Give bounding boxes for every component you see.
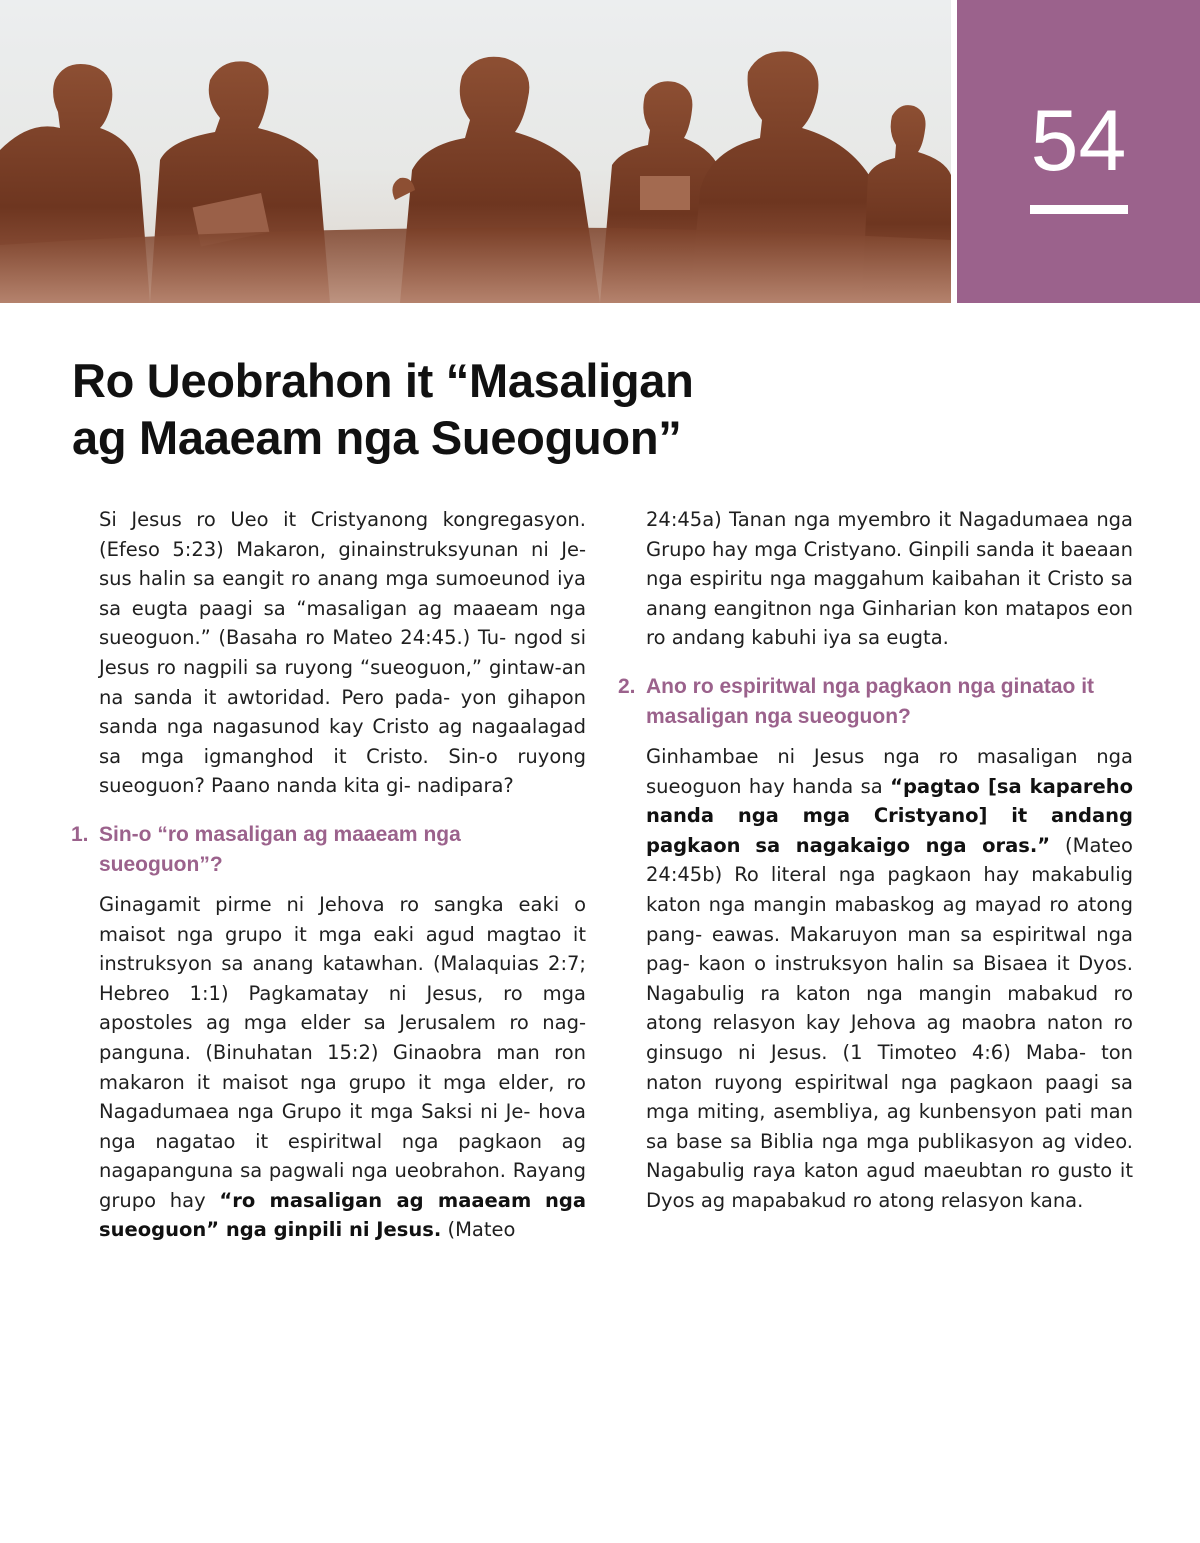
section-2-line: man sa base sa Biblia nga mga publikasyon ag: [646, 1100, 1133, 1153]
section-2-line: kaon o instruksyon halin sa Bisaea it Dyos.: [698, 952, 1134, 976]
section-1-paragraph-continued: [646, 505, 1133, 653]
title-line-2: ag Maaeam nga Sueoguon”: [72, 411, 682, 464]
section-2-heading-line: Ano ro espiritwal nga pagkaon nga ginatao it: [646, 674, 1095, 698]
lesson-number-rule: [1030, 205, 1128, 214]
intro-line: iya sa eugta paagi sa “masaligan ag maaeam: [99, 567, 586, 620]
section-2-line: Ginhambae ni Jesus nga ro masaligan nga: [646, 744, 1133, 768]
intro-line: ag nagaalagad sa mga igmanghod it Cristo.: [99, 715, 587, 768]
intro-line: nga sueoguon.” (Basaha ro Mateo 24:45.) Tu-: [99, 596, 587, 650]
section-1-line: apostoles ag mga elder sa Jerusalem ro nag-: [99, 1011, 586, 1035]
section-2-line: sueoguon hay handa sa: [646, 774, 891, 798]
intro-line: sus halin sa eangit ro anang mga sumoeunod: [99, 567, 551, 591]
intro-line: (Efeso 5:23) Makaron, ginainstruksyunan ni Je-: [99, 537, 586, 561]
section-2-number: 2.: [618, 674, 636, 698]
section-2-emphasis: nanda nga mga Cristyano] it andang pagkaon: [646, 804, 1133, 857]
section-1-line: matapos eon ro andang kabuhi iya sa eugta.: [646, 596, 1134, 650]
column-left: [71, 505, 587, 1245]
intro-line: Si Jesus ro Ueo it Cristyanong kongregasyon.: [99, 508, 586, 531]
intro-line: gintaw-an na sanda it awtoridad. Pero pada-: [99, 655, 587, 709]
intro-line: Sin-o ruyong sueoguon? Paano nanda kita gi-: [99, 744, 587, 798]
lesson-number-box: [957, 0, 1200, 303]
section-1-line: ag nagapanguna sa pagwali nga ueobrahon.: [99, 1129, 586, 1183]
page-title: [72, 352, 832, 466]
section-2-heading: [618, 672, 1133, 732]
section-1-line: 2:7; Hebreo 1:1) Pagkamatay ni Jesus, ro mga: [99, 952, 586, 1005]
section-2-line: video. Nagabulig raya katon agud maeubtan ro: [646, 1129, 1133, 1183]
section-2-line: eawas. Makaruyon man sa espiritwal nga pag-: [646, 922, 1133, 976]
intro-line: ngod si Jesus ro nagpili sa ruyong “sueoguon,”: [99, 626, 586, 679]
section-2-line: ro ginsugo ni Jesus. (1 Timoteo 4:6) Maba-: [646, 1011, 1133, 1064]
section-2-emphasis: “pagtao [sa kapareho: [890, 774, 1134, 798]
intro-paragraph: [99, 505, 586, 801]
section-1-emphasis: nga sueoguon” nga ginpili ni Jesus.: [99, 1188, 587, 1242]
section-1-heading: [71, 820, 586, 880]
section-1-heading-line: sueoguon”?: [99, 852, 223, 876]
section-2-line: gusto it Dyos ag mapabakud ro atong relasyon: [646, 1159, 1133, 1212]
section-2-line: mangin mabaskog ag mayad ro atong pang-: [646, 892, 1133, 946]
section-1-line: nga Grupo hay mga Cristyano. Ginpili sanda it: [646, 508, 1133, 561]
section-1-heading-line: Sin-o “ro masaligan ag maaeam nga: [99, 822, 461, 846]
section-1-number: 1.: [71, 822, 89, 846]
section-1-emphasis: “ro masaligan ag maaeam: [219, 1188, 532, 1212]
column-right: [618, 505, 1134, 1215]
section-2-line: literal nga pagkaon hay makabulig katon nga: [646, 863, 1134, 916]
section-2-line: Nagabulig ra katon nga mangin mabakud ro: [646, 981, 1133, 1005]
section-1-line: panguna. (Binuhatan 15:2) Ginaobra man ron: [99, 1040, 586, 1064]
section-2-heading-line: masaligan nga sueoguon?: [646, 704, 911, 728]
section-2-line: sa mga miting, asembliya, ag kunbensyon pati: [646, 1070, 1133, 1124]
section-1-line: Rayang grupo hay: [99, 1159, 587, 1212]
section-1-line: hova nga nagatao it espiritwal nga pagkaon: [99, 1100, 586, 1153]
section-1-line: makaron it maisot nga grupo it mga elder, ro: [99, 1070, 586, 1094]
section-2-paragraph: [646, 742, 1133, 1216]
section-1-line: Nagadumaea nga Grupo it mga Saksi ni Je-: [99, 1100, 531, 1124]
intro-line: nadipara?: [417, 774, 514, 798]
section-1-paragraph: [99, 890, 586, 1245]
section-2-line: atong relasyon kay Jehova ag maobra naton: [646, 1011, 1104, 1035]
section-1-line: maisot nga grupo it mga eaki agud magtao: [99, 922, 562, 946]
section-1-line: 24:45a) Tanan nga myembro it Nagadumaea: [646, 508, 1090, 531]
section-2-line: kana.: [1029, 1188, 1084, 1212]
section-2-line: ton naton ruyong espiritwal nga pagkaon paagi: [646, 1040, 1133, 1094]
section-1-line: baeaan nga espiritu nga maggahum kaibahan it: [646, 537, 1133, 591]
section-1-line: it instruksyon sa anang katawhan. (Malaquias: [99, 922, 586, 976]
section-2-line: (Mateo 24:45b) Ro: [646, 833, 1133, 887]
title-line-1: Ro Ueobrahon it “Masaligan: [72, 354, 694, 407]
header-illustration: [0, 0, 951, 303]
section-1-line: (Mateo: [441, 1218, 516, 1242]
men-at-table-illustration: [0, 0, 951, 303]
section-1-line: Ginagamit pirme ni Jehova ro sangka eaki o: [99, 892, 586, 916]
section-2-emphasis: sa nagakaigo nga oras.”: [755, 833, 1051, 857]
intro-line: yon gihapon sanda nga nagasunod kay Cristo: [99, 685, 586, 739]
section-1-line: Cristo sa anang eangitnon nga Ginharian kon: [646, 567, 1134, 620]
lesson-number: 54: [1030, 93, 1127, 189]
